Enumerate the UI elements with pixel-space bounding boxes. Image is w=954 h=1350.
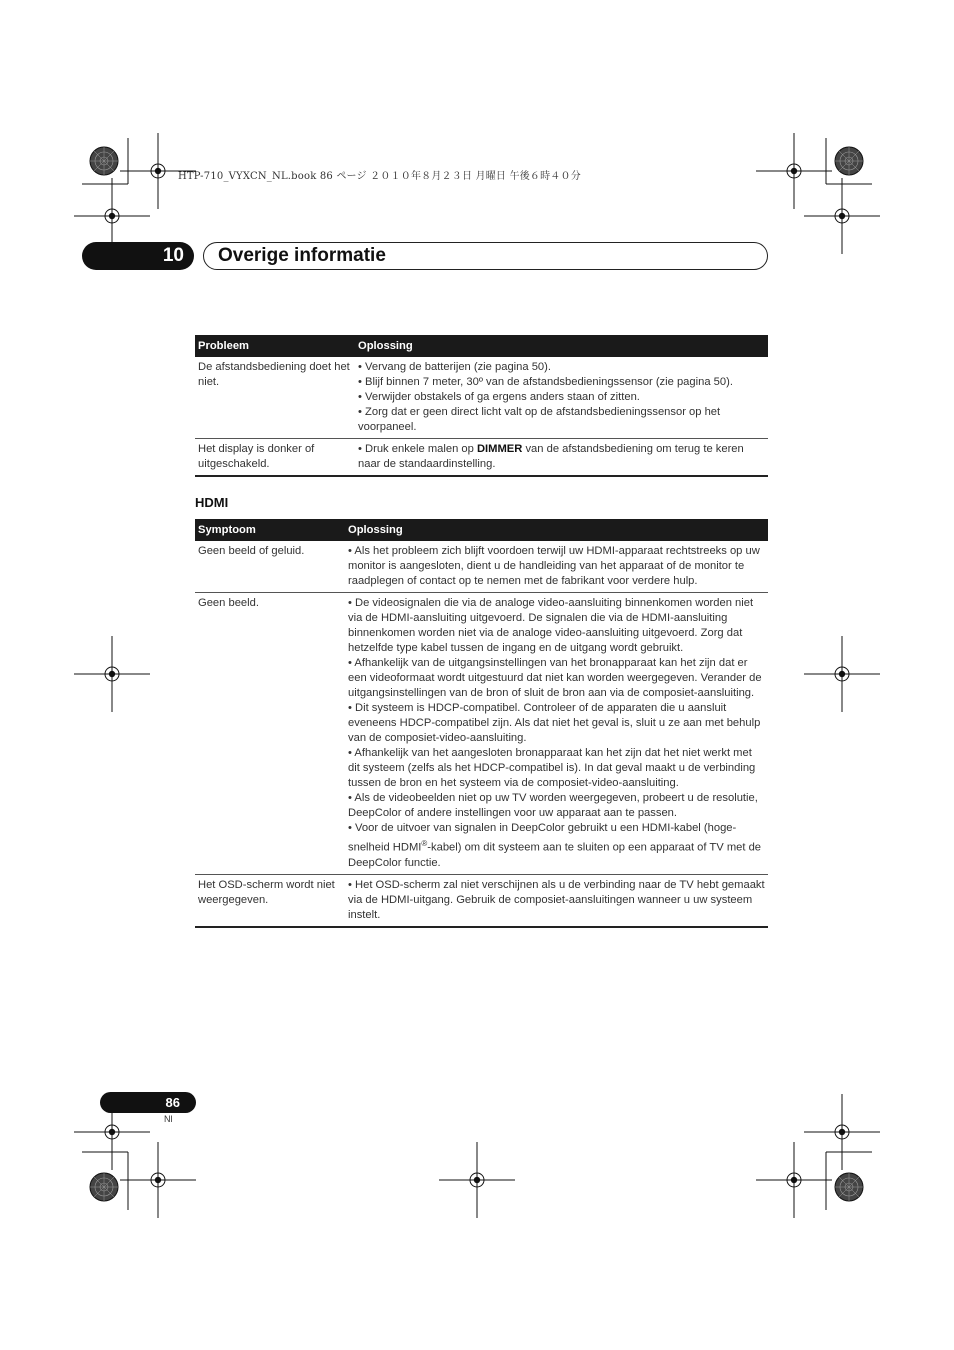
column-header-problem: Probleem [195, 335, 355, 357]
solution-item: • De videosignalen die via de analoge video-aansluiting binnenkomen worden niet via de HDMI-aansluiting uitgevoerd. De signalen die via de HDMI-aansluiting binnenkomen worden niet via de analoge video-aansluiting uitgevoerd. Zorg dat hetzelfde type kabel tussen de ingang en de uitgang wordt gebruikt. [348, 597, 754, 654]
column-header-symptom: Symptoom [195, 519, 345, 541]
solution-cell [355, 439, 768, 477]
solution-text: van de afstandsbediening om terug te keren naar de standaardinstelling. [358, 443, 744, 470]
dimmer-key-label: DIMMER [476, 443, 523, 455]
solution-item: • Afhankelijk van het aangesloten bronapparaat kan het zijn dat het niet werkt met dit systeem (zelfs als het HDCP-compatibel is). In dat geval maakt u de verbinding tussen de bron en het systeem via de composiet-video-aansluiting. [348, 747, 756, 789]
solution-item: • Het OSD-scherm zal niet verschijnen als u de verbinding naar de TV hebt gemaakt via de HDMI-uitgang. Gebruik de composiet-aansluitingen wanneer u uw systeem instelt. [348, 878, 765, 921]
solution-item: • Blijf binnen 7 meter, 30º van de afstandsbedieningssensor (zie pagina 50). [358, 376, 733, 388]
registered-mark: ® [421, 839, 428, 848]
problem-cell: Geen beeld. [195, 593, 345, 875]
table-row [195, 439, 768, 477]
problem-cell: De afstandsbediening doet het niet. [195, 357, 355, 439]
solution-text: -kabel) om dit systeem aan te sluiten op een apparaat of TV met de DeepColor functie. [348, 841, 762, 869]
table-header-row [195, 335, 768, 357]
column-header-solution: Oplossing [355, 335, 768, 357]
solution-cell [345, 874, 768, 927]
solution-text: • Voor de uitvoer van signalen in DeepColor gebruikt u een HDMI-kabel (hoge-snelheid HDMI [348, 822, 737, 854]
solution-item: • Als het probleem zich blijft voordoen terwijl uw HDMI-apparaat rechtstreeks op uw monitor is aangesloten, dient u de handleiding van het apparaat of de monitor te raadplegen of contact op te nemen met de fabrikant voor verdere hulp. [348, 545, 760, 587]
book-info-line: HTP-710_VYXCN_NL.book 86 ページ ２０１０年８月２３日 月曜日 午後６時４０分 [178, 171, 581, 182]
solution-cell [355, 357, 768, 439]
problem-cell: Het display is donker of uitgeschakeld. [195, 439, 355, 477]
solution-cell [345, 541, 768, 593]
table-row [195, 357, 768, 439]
solution-item: • Dit systeem is HDCP-compatibel. Controleer of de apparaten die u aansluit eveneens HDCP-compatibel zijn. Als dat niet het geval is, sluit u ze aan met behulp van de composiet-video-aansluiting. [348, 702, 761, 744]
solution-item [348, 821, 765, 871]
solution-text: • Druk enkele malen op [358, 443, 477, 455]
table-header-row [195, 519, 768, 541]
column-header-solution: Oplossing [345, 519, 768, 541]
solution-item: • Zorg dat er geen direct licht valt op de afstandsbedieningssensor op het voorpaneel. [358, 406, 721, 433]
solution-cell [345, 593, 768, 875]
solution-item: • Verwijder obstakels of ga ergens anders staan of zitten. [358, 391, 640, 403]
chapter-number: 10 [82, 242, 194, 270]
troubleshooting-table-remote [195, 335, 768, 477]
troubleshooting-table-hdmi [195, 519, 768, 928]
section-heading-hdmi: HDMI [195, 495, 229, 510]
page-language: Nl [164, 1114, 173, 1124]
page-number: 86 [100, 1092, 196, 1113]
chapter-title: Overige informatie [203, 242, 768, 270]
table-row [195, 874, 768, 927]
solution-item: • Als de videobeelden niet op uw TV worden weergegeven, probeert u de resolutie, DeepColor of andere instellingen voor uw apparaat aan te passen. [348, 792, 758, 819]
problem-cell: Het OSD-scherm wordt niet weergegeven. [195, 874, 345, 927]
solution-item: • Afhankelijk van de uitgangsinstellingen van het bronapparaat kan het zijn dat er een videoformaat wordt uitgestuurd dat niet kan worden weergegeven. Verander de uitgangsinstellingen van de bron of sluit de bron aan via de composiet-aansluiting. [348, 657, 762, 699]
table-row [195, 541, 768, 593]
table-row [195, 593, 768, 875]
solution-item: • Vervang de batterijen (zie pagina 50). [358, 361, 551, 373]
problem-cell: Geen beeld of geluid. [195, 541, 345, 593]
